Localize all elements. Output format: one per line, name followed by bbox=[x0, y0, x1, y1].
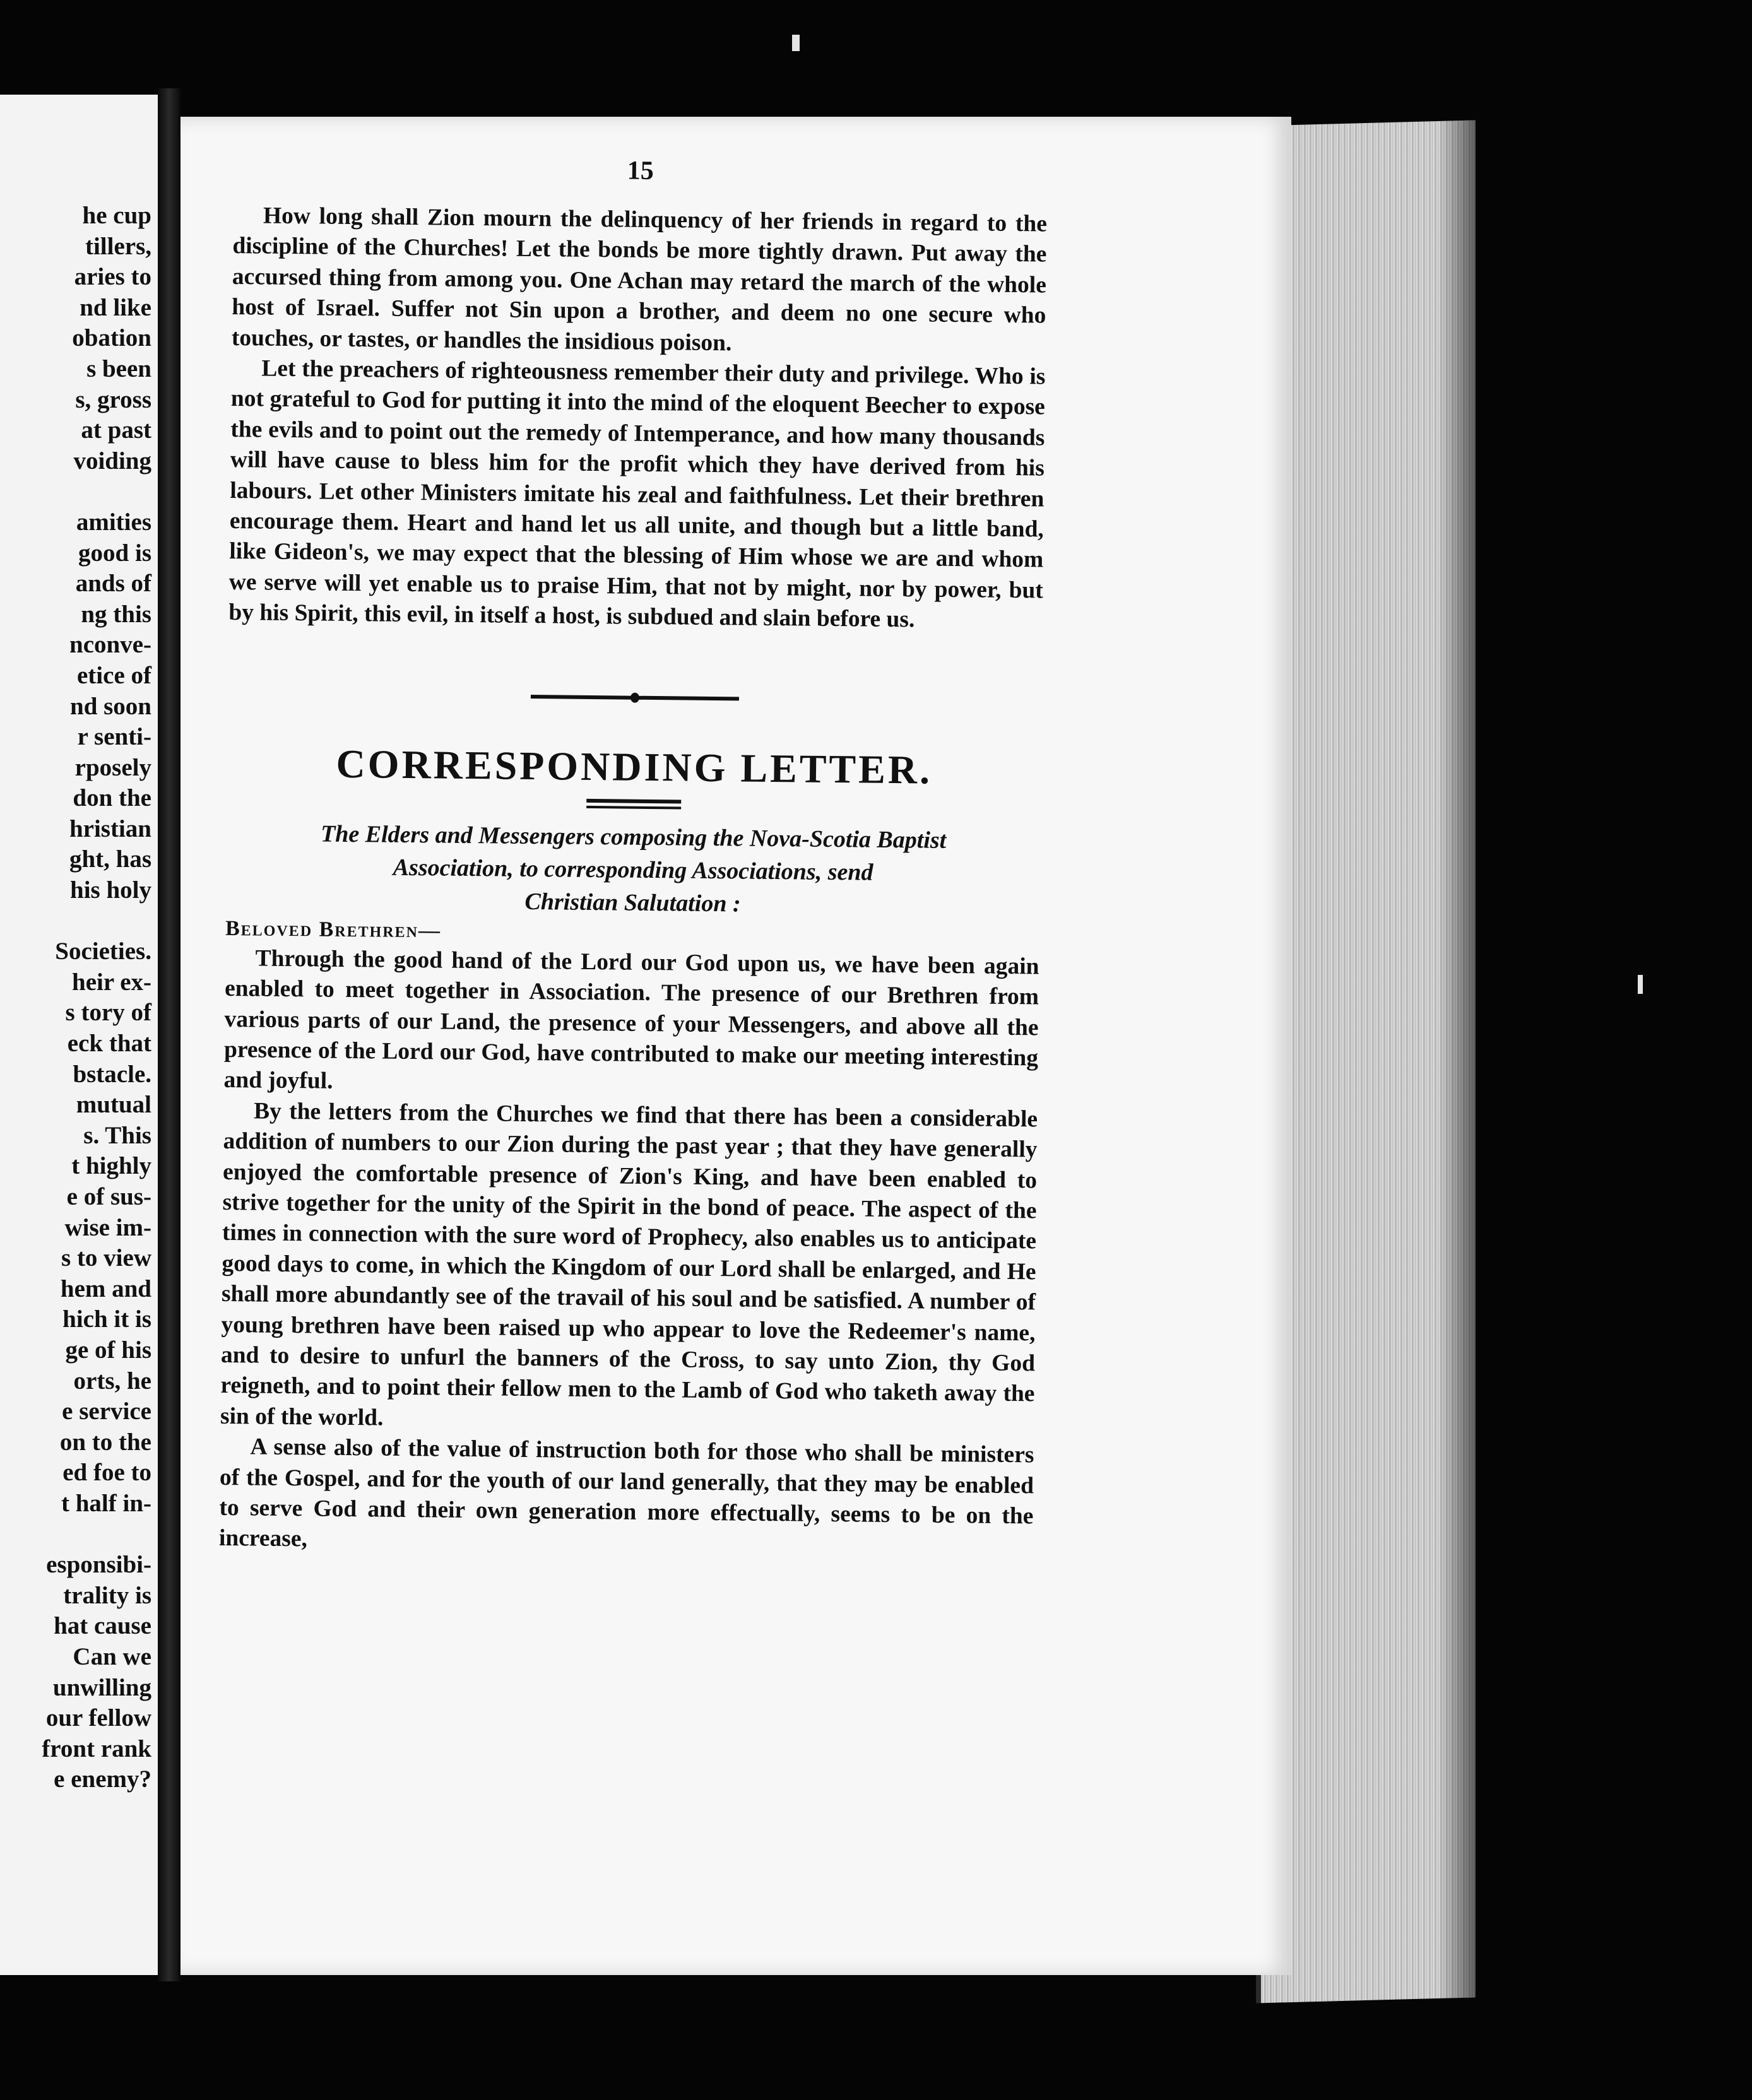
paragraph: Through the good hand of the Lord our God upon us, we have been again enabled to meet together in Association. The presence of our Brethren from various parts of our Land, the presence of your Messengers, and above all the presence of the Lord our God, have contributed to make our meeting interesting and joyful. bbox=[223, 945, 1039, 1095]
left-page-line: on to the bbox=[59, 1428, 151, 1456]
left-page-line: our fellow bbox=[45, 1704, 151, 1732]
left-page-line: nd soon bbox=[70, 692, 151, 720]
paragraph: How long shall Zion mourn the delinquency of her friends in regard to the discipline of the Churches! Let the bonds be more tightly drawn. Put away the accursed thing from among you. One Achan may retard the march of the whole host of Israel. Suffer not Sin upon a brother, and deem no one secure who touches, or tastes, or handles the insidious poison. bbox=[231, 203, 1048, 356]
page-number: 15 bbox=[627, 156, 654, 186]
left-page-line: etice of bbox=[77, 661, 151, 689]
page-content bbox=[219, 151, 1048, 1562]
left-page-line: e enemy? bbox=[54, 1766, 151, 1793]
left-page-line: don the bbox=[73, 784, 151, 812]
left-page-line: Societies. bbox=[55, 938, 151, 965]
left-page-line: voiding bbox=[73, 447, 151, 475]
left-page-line: obation bbox=[72, 324, 151, 352]
left-page-line: aries to bbox=[74, 263, 151, 291]
speck-mark bbox=[1638, 975, 1643, 994]
section-heading: CORRESPONDING LETTER. bbox=[336, 741, 933, 793]
paragraph: Let the preachers of righteousness remember their duty and privilege. Who is not grateful to God for putting it into the mind of the eloquent Beecher to expose the evils and to point out the remedy of Intemperance, and how many thousands will have cause to bless him for the profit which they have derived from his labours. Let other Ministers imitate his zeal and faithfulness. Let their brethren encourage them. Heart and hand let us all unite, and though but a little band, like Gideon's, we may expect that the blessing of Him whose we are and whom we serve will yet enable us to praise Him, that not by might, nor by power, but by his Spirit, this evil, in itself a host, is subdued and slain before us. bbox=[228, 355, 1046, 633]
speck-mark bbox=[792, 35, 800, 51]
left-page-line: s to view bbox=[61, 1244, 151, 1272]
left-page-line: hich it is bbox=[62, 1306, 151, 1333]
left-page-line: mutual bbox=[76, 1091, 151, 1119]
left-page bbox=[0, 95, 167, 1975]
paragraph: By the letters from the Churches we find that there has been a considerable addition of numbers to our Zion during the past year ; that they have generally enjoyed the comfortable presence of Zion's King, and have been enabled to strive together for the unity of the Spirit in the bond of peace. The aspect of the times in connection with the sure word of Prophecy, also enables us to anticipate good days to come, in which the Kingdom of our Lord shall be enlarged, and He shall more abundantly see of the travail of his soul and be satisfied. A number of young brethren have been raised up who appear to love the Redeemer's name, and to desire to unfurl the banners of the Cross, to say unto Zion, thy God reigneth, and to point their fellow men to the Lamb of God who taketh away the sin of the world. bbox=[220, 1098, 1038, 1431]
address-line: The Elders and Messengers composing the Nova-Scotia Baptist bbox=[320, 820, 947, 854]
left-page-line: ght, has bbox=[69, 846, 151, 873]
left-page-line: r senti- bbox=[77, 723, 151, 751]
left-page-line: s tory of bbox=[65, 999, 151, 1027]
left-page-line: ge of his bbox=[65, 1336, 151, 1364]
left-page-line: wise im- bbox=[64, 1213, 151, 1241]
section-divider bbox=[531, 695, 739, 700]
left-page-line: s been bbox=[86, 355, 151, 382]
left-page-line: good is bbox=[78, 539, 151, 567]
book-gutter bbox=[158, 88, 181, 1981]
left-page-line: front rank bbox=[42, 1735, 151, 1762]
left-page-line bbox=[0, 906, 158, 937]
address-line: Association, to corresponding Associations, send bbox=[393, 854, 873, 886]
left-page-line: he cup bbox=[82, 202, 151, 229]
left-page-line: Can we bbox=[73, 1643, 151, 1670]
left-page-line: hem and bbox=[60, 1275, 151, 1302]
left-page-line: nd like bbox=[80, 293, 151, 321]
left-page-line: ng this bbox=[81, 600, 151, 628]
left-page-line: trality is bbox=[63, 1581, 151, 1609]
left-page-line: nconve- bbox=[69, 631, 151, 659]
address-line: Christian Salutation : bbox=[524, 888, 741, 917]
left-page-line: eck that bbox=[67, 1030, 151, 1058]
left-page-line: ed foe to bbox=[62, 1459, 151, 1487]
salutation: Beloved Brethren— bbox=[225, 916, 442, 943]
left-page-line: s. This bbox=[83, 1121, 151, 1149]
left-page-line: bstacle. bbox=[73, 1060, 151, 1088]
left-page-line bbox=[0, 476, 158, 507]
left-page-line: amities bbox=[76, 508, 151, 536]
left-page-line: unwilling bbox=[52, 1673, 151, 1701]
left-page-line: e service bbox=[62, 1398, 151, 1425]
left-page-line: t half in- bbox=[61, 1489, 151, 1517]
left-page-line: hristian bbox=[69, 815, 151, 842]
left-page-line: at past bbox=[81, 416, 151, 444]
paragraph: A sense also of the value of instruction both for those who shall be ministers of the Gospel, and for the youth of our land generally, that they may be enabled to serve God and their own generation more effectually, seems to be on the increase, bbox=[218, 1434, 1034, 1552]
left-page-text bbox=[0, 201, 158, 1795]
left-page-line: t highly bbox=[71, 1152, 151, 1180]
left-page-line: heir ex- bbox=[72, 968, 151, 996]
left-page-line bbox=[0, 1519, 158, 1550]
left-page-line: his holy bbox=[70, 876, 151, 904]
left-page-line: tillers, bbox=[85, 232, 151, 260]
left-page-line: e of sus- bbox=[66, 1183, 151, 1210]
left-page-line: esponsibi- bbox=[46, 1551, 151, 1579]
left-page-line: s, gross bbox=[75, 386, 151, 413]
heading-rule bbox=[586, 799, 681, 810]
left-page-line: orts, he bbox=[73, 1367, 151, 1395]
left-page-line: rposely bbox=[74, 753, 151, 781]
left-page-line: hat cause bbox=[54, 1612, 151, 1640]
left-page-line: ands of bbox=[75, 570, 151, 598]
